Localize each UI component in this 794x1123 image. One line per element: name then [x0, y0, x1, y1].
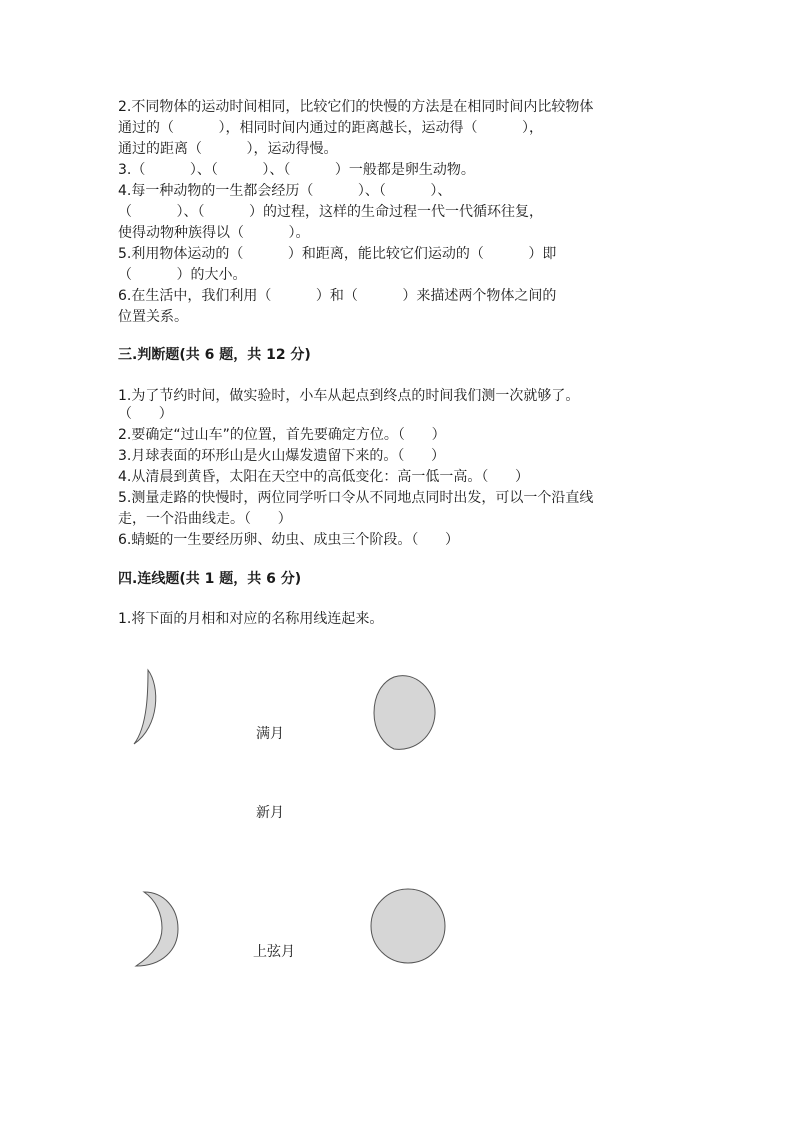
question-line: （ ） [118, 406, 173, 422]
label-first-quarter: 上弦月 [253, 944, 295, 960]
section-heading-matching: 四.连线题(共 1 题，共 6 分) [118, 571, 302, 587]
fill-in-line: 2.不同物体的运动时间相同，比较它们的快慢的方法是在相同时间内比较物体 [118, 99, 594, 115]
full-moon-icon [368, 886, 448, 966]
question-line: 4.从清晨到黄昏，太阳在天空中的高低变化：高一低一高。（ ） [118, 469, 530, 485]
question-line: 5.测量走路的快慢时，两位同学听口令从不同地点同时出发，可以一个沿直线 [118, 490, 594, 506]
question-line: 6.蜻蜓的一生要经历卵、幼虫、成虫三个阶段。（ ） [118, 532, 460, 548]
gibbous-moon-icon [370, 672, 440, 754]
question-line: 2.要确定“过山车”的位置，首先要确定方位。（ ） [118, 427, 446, 443]
question-line: 1.将下面的月相和对应的名称用线连起来。 [118, 611, 384, 627]
fill-in-line: 通过的（ ），相同时间内通过的距离越长，运动得（ ）， [118, 120, 544, 136]
fill-in-line: 通过的距离（ ），运动得慢。 [118, 141, 338, 157]
question-line: 3.月球表面的环形山是火山爆发遗留下来的。（ ） [118, 448, 446, 464]
fill-in-line: （ ）的大小。 [118, 267, 247, 283]
fill-in-line: 5.利用物体运动的（ ）和距离，能比较它们运动的（ ）即 [118, 246, 557, 262]
fill-in-line: 4.每一种动物的一生都会经历（ ）、（ ）、 [118, 183, 452, 199]
label-full-moon: 满月 [256, 726, 284, 742]
question-line: 1.为了节约时间，做实验时，小车从起点到终点的时间我们测一次就够了。 [118, 388, 580, 404]
fill-in-line: 位置关系。 [118, 309, 188, 325]
fill-in-line: 3.（ ）、（ ）、（ ）一般都是卵生动物。 [118, 162, 475, 178]
waning-crescent-moon-icon [128, 666, 164, 748]
question-line: 走，一个沿曲线走。（ ） [118, 511, 292, 527]
fill-in-line: （ ）、（ ）的过程，这样的生命过程一代一代循环往复， [118, 204, 544, 220]
crescent-moon-icon [132, 888, 184, 970]
fill-in-line: 6.在生活中，我们利用（ ）和（ ）来描述两个物体之间的 [118, 288, 557, 304]
fill-in-line: 使得动物种族得以（ ）。 [118, 225, 310, 241]
label-new-moon: 新月 [256, 805, 284, 821]
section-heading-judgment: 三.判断题(共 6 题，共 12 分) [118, 347, 311, 363]
